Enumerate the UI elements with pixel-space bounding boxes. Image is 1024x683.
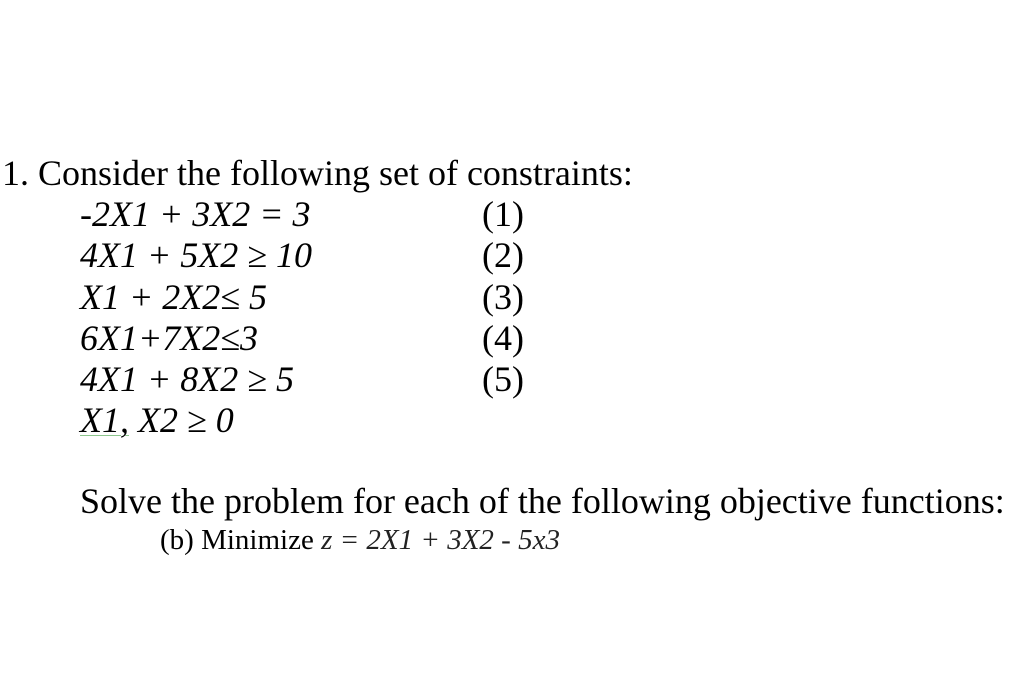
constraint-row: [80, 318, 550, 359]
question-number: 1.: [2, 153, 29, 193]
part-b-label: (b) Minimize: [160, 524, 322, 556]
part-b: [160, 522, 560, 558]
constraint-expression: 4X1 + 8X2 ≥ 5: [80, 359, 295, 400]
instruction-text: Solve the problem for each of the following objective functions:: [80, 481, 1005, 521]
constraint-label: (3): [482, 276, 524, 317]
constraint-row: [80, 359, 550, 400]
nonnegativity-row: [80, 400, 550, 441]
constraint-label: (1): [482, 194, 524, 234]
constraint-expression: 6X1+7X2≤3: [80, 317, 259, 358]
spellcheck-underlined-vars: X1,: [80, 400, 129, 441]
constraint-label: (5): [482, 359, 524, 400]
nonnegativity-constraint: [80, 400, 234, 440]
constraint-row: [80, 277, 550, 318]
constraint-row: [80, 194, 550, 235]
constraint-expression: X1 + 2X2≤ 5: [80, 276, 268, 317]
question-text: Consider the following set of constraints:: [38, 153, 633, 193]
objective-function: z = 2X1 + 3X2 - 5x3: [321, 524, 560, 556]
constraint-label: (4): [482, 317, 524, 358]
nonnegativity-rest: X2 ≥ 0: [129, 400, 234, 441]
constraint-row: [80, 235, 550, 276]
constraint-expression: -2X1 + 3X2 = 3: [80, 194, 311, 234]
constraint-list: [80, 194, 550, 442]
question-heading: [2, 152, 633, 194]
constraint-label: (2): [482, 235, 524, 276]
constraint-expression: 4X1 + 5X2 ≥ 10: [80, 235, 313, 276]
